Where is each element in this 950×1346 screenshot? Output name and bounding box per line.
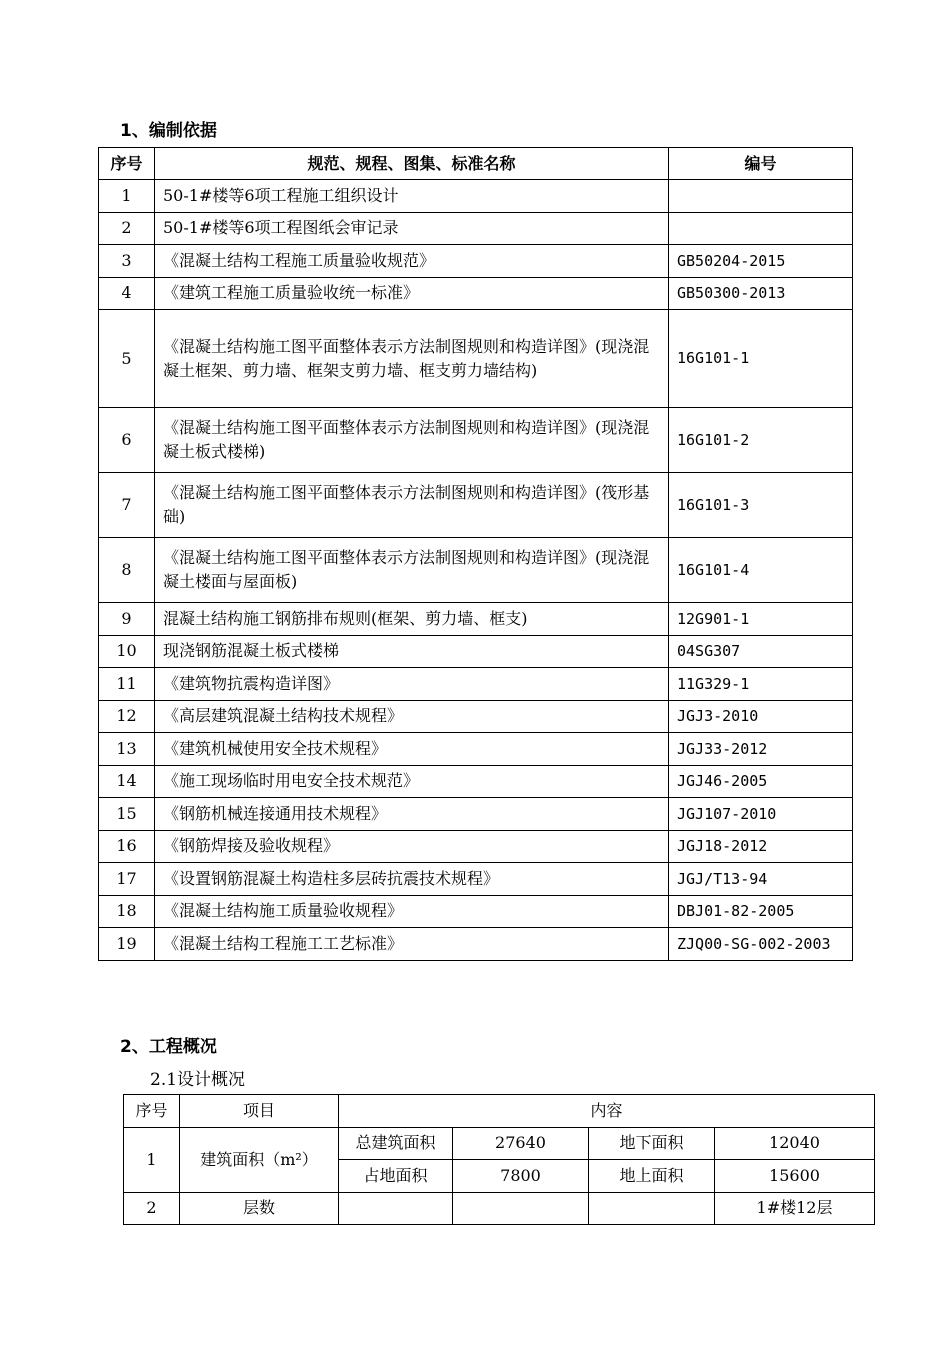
design-col-content: 内容 (339, 1095, 875, 1128)
standard-code: JGJ3-2010 (669, 700, 853, 733)
row-number: 5 (99, 310, 155, 408)
standard-code: DBJ01-82-2005 (669, 895, 853, 928)
standard-name: 《建筑机械使用安全技术规程》 (155, 733, 669, 766)
design-overview-table (123, 1094, 875, 1225)
empty-cell (453, 1192, 589, 1225)
standard-code: 04SG307 (669, 635, 853, 668)
standard-name: 《建筑物抗震构造详图》 (155, 668, 669, 701)
table-row (99, 830, 853, 863)
table-row (99, 635, 853, 668)
standard-name: 《混凝土结构施工图平面整体表示方法制图规则和构造详图》(现浇混凝土框架、剪力墙、框架支剪力墙、框支剪力墙结构) (155, 310, 669, 408)
standard-code: JGJ46-2005 (669, 765, 853, 798)
standard-code: JGJ33-2012 (669, 733, 853, 766)
basis-table-body (99, 180, 853, 961)
standard-name: 混凝土结构施工钢筋排布规则(框架、剪力墙、框支) (155, 603, 669, 636)
standard-code: 16G101-3 (669, 473, 853, 538)
standard-code: 16G101-1 (669, 310, 853, 408)
standard-name: 《混凝土结构施工图平面整体表示方法制图规则和构造详图》(现浇混凝土板式楼梯) (155, 408, 669, 473)
row-item: 层数 (180, 1192, 339, 1225)
design-col-item: 项目 (180, 1095, 339, 1128)
table-row (99, 928, 853, 961)
table-row (99, 310, 853, 408)
standard-code: JGJ107-2010 (669, 798, 853, 831)
table-row (99, 408, 853, 473)
table-row (99, 277, 853, 310)
table-row (99, 863, 853, 896)
table-row (99, 895, 853, 928)
footprint-area-label: 占地面积 (339, 1160, 453, 1193)
standard-code: GB50204-2015 (669, 245, 853, 278)
standard-code: ZJQ00-SG-002-2003 (669, 928, 853, 961)
standard-name: 《钢筋焊接及验收规程》 (155, 830, 669, 863)
standard-code (669, 212, 853, 245)
row-number: 8 (99, 538, 155, 603)
standard-name: 《混凝土结构工程施工质量验收规范》 (155, 245, 669, 278)
table-row (99, 245, 853, 278)
underground-area-label: 地下面积 (589, 1127, 715, 1160)
row-number: 14 (99, 765, 155, 798)
row-number: 9 (99, 603, 155, 636)
design-col-no: 序号 (124, 1095, 180, 1128)
section-1-heading: 1、编制依据 (120, 121, 217, 141)
standard-name: 《混凝土结构施工图平面整体表示方法制图规则和构造详图》(现浇混凝土楼面与屋面板) (155, 538, 669, 603)
empty-cell (339, 1192, 453, 1225)
col-header-no: 序号 (99, 148, 155, 180)
row-number: 12 (99, 700, 155, 733)
standard-name: 50-1#楼等6项工程施工组织设计 (155, 180, 669, 213)
aboveground-area-label: 地上面积 (589, 1160, 715, 1193)
standard-code: GB50300-2013 (669, 277, 853, 310)
standard-name: 《施工现场临时用电安全技术规范》 (155, 765, 669, 798)
row-number: 13 (99, 733, 155, 766)
section-2-heading: 2、工程概况 (120, 1037, 217, 1057)
row-number: 7 (99, 473, 155, 538)
total-area-label: 总建筑面积 (339, 1127, 453, 1160)
table-row (99, 668, 853, 701)
table-row (99, 700, 853, 733)
standard-code: 11G329-1 (669, 668, 853, 701)
standard-name: 《建筑工程施工质量验收统一标准》 (155, 277, 669, 310)
row-number: 19 (99, 928, 155, 961)
table-row (99, 538, 853, 603)
standard-name: 《混凝土结构施工质量验收规程》 (155, 895, 669, 928)
row-number: 2 (99, 212, 155, 245)
row-number: 15 (99, 798, 155, 831)
standard-code: 12G901-1 (669, 603, 853, 636)
aboveground-area-value: 15600 (715, 1160, 875, 1193)
standard-name: 《高层建筑混凝土结构技术规程》 (155, 700, 669, 733)
standard-code: 16G101-2 (669, 408, 853, 473)
row-number: 16 (99, 830, 155, 863)
row-no: 2 (124, 1192, 180, 1225)
underground-area-value: 12040 (715, 1127, 875, 1160)
table-row (99, 798, 853, 831)
standard-code: 16G101-4 (669, 538, 853, 603)
table-row (99, 733, 853, 766)
standard-name: 现浇钢筋混凝土板式楼梯 (155, 635, 669, 668)
footprint-area-value: 7800 (453, 1160, 589, 1193)
standard-name: 《设置钢筋混凝土构造柱多层砖抗震技术规程》 (155, 863, 669, 896)
table-row (99, 603, 853, 636)
standard-name: 《混凝土结构施工图平面整体表示方法制图规则和构造详图》(筏形基础) (155, 473, 669, 538)
basis-table-header (99, 148, 853, 180)
row-number: 17 (99, 863, 155, 896)
section-2-1-subheading: 2.1设计概况 (150, 1070, 246, 1090)
row-number: 3 (99, 245, 155, 278)
standard-name: 《混凝土结构工程施工工艺标准》 (155, 928, 669, 961)
table-row (124, 1192, 875, 1225)
table-row (99, 180, 853, 213)
table-row (99, 212, 853, 245)
row-number: 4 (99, 277, 155, 310)
standard-name: 《钢筋机械连接通用技术规程》 (155, 798, 669, 831)
row-number: 10 (99, 635, 155, 668)
standard-code: JGJ/T13-94 (669, 863, 853, 896)
col-header-code: 编号 (669, 148, 853, 180)
table-row (99, 473, 853, 538)
total-area-value: 27640 (453, 1127, 589, 1160)
standard-code (669, 180, 853, 213)
floors-value: 1#楼12层 (715, 1192, 875, 1225)
empty-cell (589, 1192, 715, 1225)
row-item: 建筑面积（m²） (180, 1127, 339, 1192)
table-row (99, 765, 853, 798)
row-number: 6 (99, 408, 155, 473)
design-table-header (124, 1095, 875, 1128)
table-row (124, 1127, 875, 1160)
standard-name: 50-1#楼等6项工程图纸会审记录 (155, 212, 669, 245)
basis-table (98, 147, 853, 961)
row-no: 1 (124, 1127, 180, 1192)
row-number: 18 (99, 895, 155, 928)
standard-code: JGJ18-2012 (669, 830, 853, 863)
row-number: 11 (99, 668, 155, 701)
row-number: 1 (99, 180, 155, 213)
col-header-name: 规范、规程、图集、标准名称 (155, 148, 669, 180)
